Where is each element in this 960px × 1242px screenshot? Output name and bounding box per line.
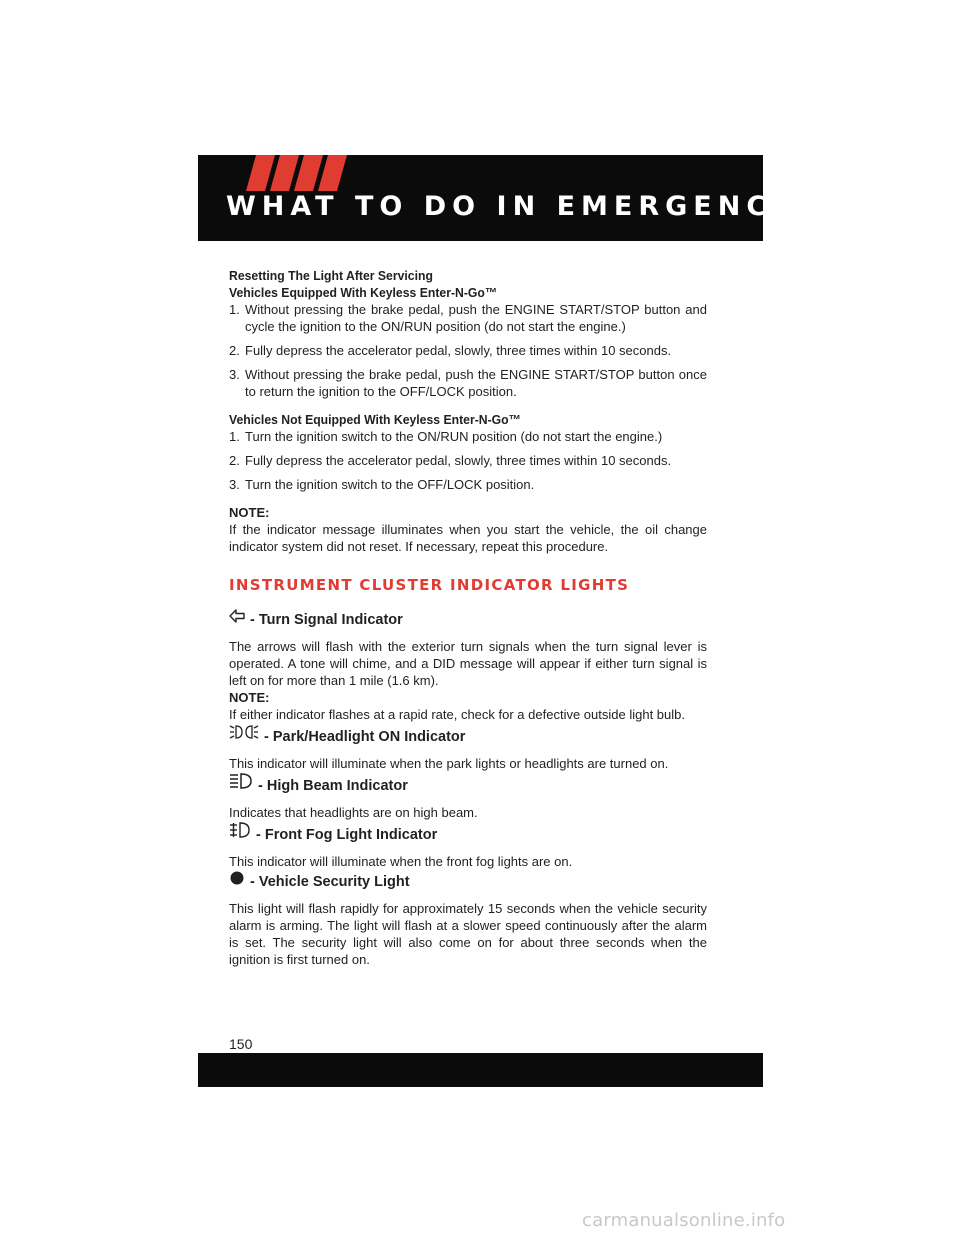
- note-text: If either indicator flashes at a rapid rate, check for a defective outside light bulb.: [229, 707, 685, 722]
- non-keyless-heading: Vehicles Not Equipped With Keyless Enter-N-Go™: [229, 412, 521, 427]
- turn-signal-title: - Turn Signal Indicator: [250, 612, 403, 628]
- turn-signal-icon: [229, 608, 245, 629]
- step-text: Fully depress the accelerator pedal, slowly, three times within 10 seconds.: [245, 453, 672, 468]
- step-number: 2.: [229, 453, 240, 468]
- step-text: Without pressing the brake pedal, push the ENGINE START/STOP button and cycle the ignition to the ON/RUN position (do not start the engine.): [245, 302, 707, 334]
- step-text: Without pressing the brake pedal, push the ENGINE START/STOP button once to return the ignition to the OFF/LOCK position.: [245, 367, 707, 399]
- vehicle-security-heading: [229, 870, 707, 891]
- page-number: 150: [229, 1036, 253, 1052]
- turn-signal-heading: [229, 608, 707, 629]
- step-text: Fully depress the accelerator pedal, slowly, three times within 10 seconds.: [245, 343, 672, 358]
- front-fog-heading: [229, 821, 707, 844]
- vehicle-security-title: - Vehicle Security Light: [250, 874, 410, 890]
- front-fog-text: This indicator will illuminate when the front fog lights are on.: [229, 854, 573, 869]
- list-item: [229, 428, 707, 445]
- page-section-title: WHAT TO DO IN EMERGENCIES: [226, 191, 839, 222]
- vehicle-security-icon: [229, 870, 245, 891]
- racing-stripes-logo: [246, 155, 346, 191]
- high-beam-title: - High Beam Indicator: [258, 778, 408, 794]
- note-label: NOTE:: [229, 690, 270, 705]
- turn-signal-text: The arrows will flash with the exterior turn signals when the turn signal lever is operated. A tone will chime, and a DID message will appear if either turn signal is left on for more than 1 mile (1.6 km).: [229, 639, 707, 688]
- step-text: Turn the ignition switch to the OFF/LOCK position.: [245, 477, 535, 492]
- list-item: [229, 476, 707, 493]
- step-number: 3.: [229, 367, 240, 382]
- resetting-heading: Resetting The Light After Servicing: [229, 268, 433, 283]
- list-item: [229, 366, 707, 400]
- footer-bar: [198, 1053, 763, 1087]
- keyless-heading: Vehicles Equipped With Keyless Enter-N-Go™: [229, 285, 498, 300]
- list-item: [229, 301, 707, 335]
- front-fog-title: - Front Fog Light Indicator: [256, 827, 438, 843]
- front-fog-light-icon: [229, 821, 251, 844]
- section-header-bar: [198, 155, 839, 241]
- step-number: 1.: [229, 302, 240, 317]
- park-headlight-text: This indicator will illuminate when the park lights or headlights are turned on.: [229, 756, 669, 771]
- park-headlight-title: - Park/Headlight ON Indicator: [264, 729, 466, 745]
- watermark: carmanualsonline.info: [582, 1210, 786, 1231]
- step-number: 1.: [229, 429, 240, 444]
- step-text: Turn the ignition switch to the ON/RUN position (do not start the engine.): [245, 429, 663, 444]
- section-heading: INSTRUMENT CLUSTER INDICATOR LIGHTS: [229, 576, 630, 594]
- high-beam-text: Indicates that headlights are on high beam.: [229, 805, 478, 820]
- park-headlight-heading: [229, 723, 707, 746]
- high-beam-icon: [229, 772, 253, 795]
- list-item: [229, 342, 707, 359]
- step-number: 2.: [229, 343, 240, 358]
- step-number: 3.: [229, 477, 240, 492]
- note-label: NOTE:: [229, 505, 270, 520]
- page-content: [229, 267, 707, 968]
- vehicle-security-text: This light will flash rapidly for approximately 15 seconds when the vehicle security alarm is arming. The light will flash at a slower speed continuously after the alarm is set. The security light will also come on for about three seconds when the ignition is first turned on.: [229, 901, 707, 967]
- note-text: If the indicator message illuminates when you start the vehicle, the oil change indicator system did not reset. If necessary, repeat this procedure.: [229, 522, 707, 554]
- park-headlight-icon: [229, 723, 259, 746]
- list-item: [229, 452, 707, 469]
- high-beam-heading: [229, 772, 707, 795]
